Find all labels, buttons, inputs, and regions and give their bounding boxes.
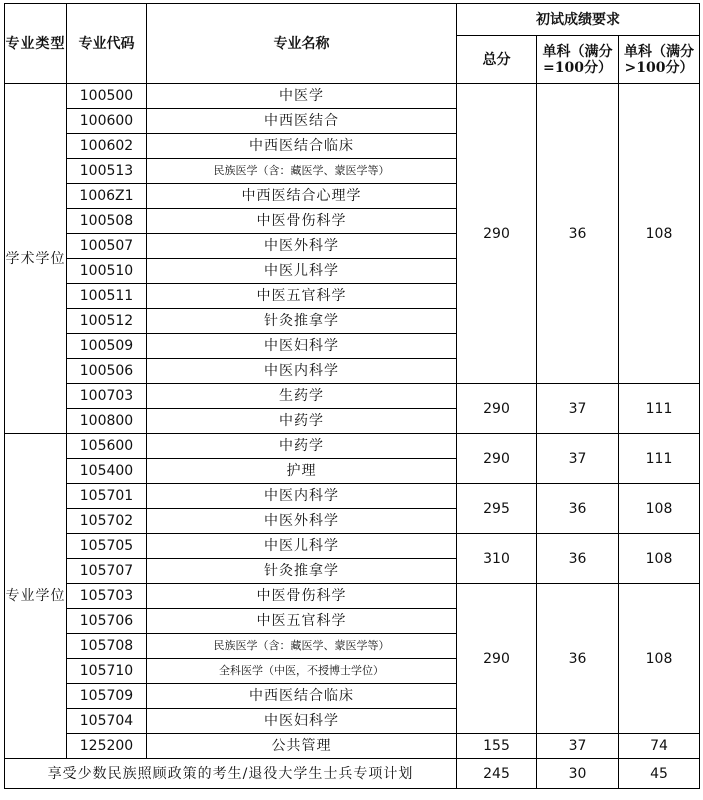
major-name: 针灸推拿学 [147, 309, 457, 334]
single-score-over-100: 111 [619, 384, 700, 434]
major-name: 公共管理 [147, 734, 457, 759]
major-code: 100512 [67, 309, 147, 334]
major-code: 105707 [67, 559, 147, 584]
single-score-100: 30 [537, 759, 619, 789]
header-exam-requirements: 初试成绩要求 [457, 4, 700, 36]
major-name: 中医骨伤科学 [147, 209, 457, 234]
major-code: 100509 [67, 334, 147, 359]
major-code: 100507 [67, 234, 147, 259]
header-major-type: 专业类型 [5, 4, 67, 84]
major-name: 民族医学（含：藏医学、蒙医学等） [147, 159, 457, 184]
major-name: 中医内科学 [147, 484, 457, 509]
major-code: 105702 [67, 509, 147, 534]
major-code: 100800 [67, 409, 147, 434]
major-name: 中医儿科学 [147, 534, 457, 559]
total-score: 155 [457, 734, 537, 759]
single-score-100: 37 [537, 434, 619, 484]
major-code: 105708 [67, 634, 147, 659]
single-score-over-100: 74 [619, 734, 700, 759]
major-name: 中医骨伤科学 [147, 584, 457, 609]
major-code: 100602 [67, 134, 147, 159]
type-academic-degree: 学术学位 [5, 84, 67, 434]
major-code: 100510 [67, 259, 147, 284]
major-code: 100511 [67, 284, 147, 309]
major-code: 100703 [67, 384, 147, 409]
single-score-100: 36 [537, 484, 619, 534]
major-code: 105709 [67, 684, 147, 709]
single-score-100: 36 [537, 584, 619, 734]
single-score-over-100: 108 [619, 484, 700, 534]
total-score: 290 [457, 584, 537, 734]
single-score-over-100: 108 [619, 584, 700, 734]
header-major-name: 专业名称 [147, 4, 457, 84]
single-score-100: 36 [537, 84, 619, 384]
major-name: 中医儿科学 [147, 259, 457, 284]
major-name: 中西医结合 [147, 109, 457, 134]
major-code: 105703 [67, 584, 147, 609]
single-score-over-100: 111 [619, 434, 700, 484]
header-major-code: 专业代码 [67, 4, 147, 84]
single-score-over-100: 108 [619, 84, 700, 384]
major-name: 中药学 [147, 434, 457, 459]
major-name: 中医妇科学 [147, 334, 457, 359]
major-name: 中西医结合临床 [147, 134, 457, 159]
special-plan-note: 享受少数民族照顾政策的考生/退役大学生士兵专项计划 [5, 759, 457, 789]
single-score-100: 37 [537, 384, 619, 434]
major-name: 中医外科学 [147, 234, 457, 259]
total-score: 245 [457, 759, 537, 789]
single-score-100: 36 [537, 534, 619, 584]
header-total-score: 总分 [457, 36, 537, 84]
major-code: 100600 [67, 109, 147, 134]
major-code: 100500 [67, 84, 147, 109]
major-code: 105400 [67, 459, 147, 484]
total-score: 290 [457, 434, 537, 484]
major-name: 针灸推拿学 [147, 559, 457, 584]
major-code: 100513 [67, 159, 147, 184]
score-requirements-table [4, 3, 700, 789]
header-single-100: 单科（满分=100分） [537, 36, 619, 84]
single-score-over-100: 108 [619, 534, 700, 584]
major-code: 100508 [67, 209, 147, 234]
major-code: 100506 [67, 359, 147, 384]
total-score: 310 [457, 534, 537, 584]
major-code: 105710 [67, 659, 147, 684]
major-name: 中医妇科学 [147, 709, 457, 734]
major-name: 护理 [147, 459, 457, 484]
major-code: 105704 [67, 709, 147, 734]
total-score: 295 [457, 484, 537, 534]
major-name: 民族医学（含：藏医学、蒙医学等） [147, 634, 457, 659]
major-name: 中医内科学 [147, 359, 457, 384]
header-single-over-100: 单科（满分>100分） [619, 36, 700, 84]
type-professional-degree: 专业学位 [5, 434, 67, 759]
major-name: 中医五官科学 [147, 609, 457, 634]
total-score: 290 [457, 384, 537, 434]
major-name: 中西医结合临床 [147, 684, 457, 709]
single-score-over-100: 45 [619, 759, 700, 789]
major-name: 中医五官科学 [147, 284, 457, 309]
major-name: 全科医学（中医，不授博士学位） [147, 659, 457, 684]
major-name: 中药学 [147, 409, 457, 434]
major-code: 105701 [67, 484, 147, 509]
major-code: 125200 [67, 734, 147, 759]
major-code: 105600 [67, 434, 147, 459]
major-name: 中医学 [147, 84, 457, 109]
total-score: 290 [457, 84, 537, 384]
major-name: 生药学 [147, 384, 457, 409]
major-code: 105706 [67, 609, 147, 634]
major-code: 105705 [67, 534, 147, 559]
major-name: 中医外科学 [147, 509, 457, 534]
major-code: 1006Z1 [67, 184, 147, 209]
single-score-100: 37 [537, 734, 619, 759]
major-name: 中西医结合心理学 [147, 184, 457, 209]
